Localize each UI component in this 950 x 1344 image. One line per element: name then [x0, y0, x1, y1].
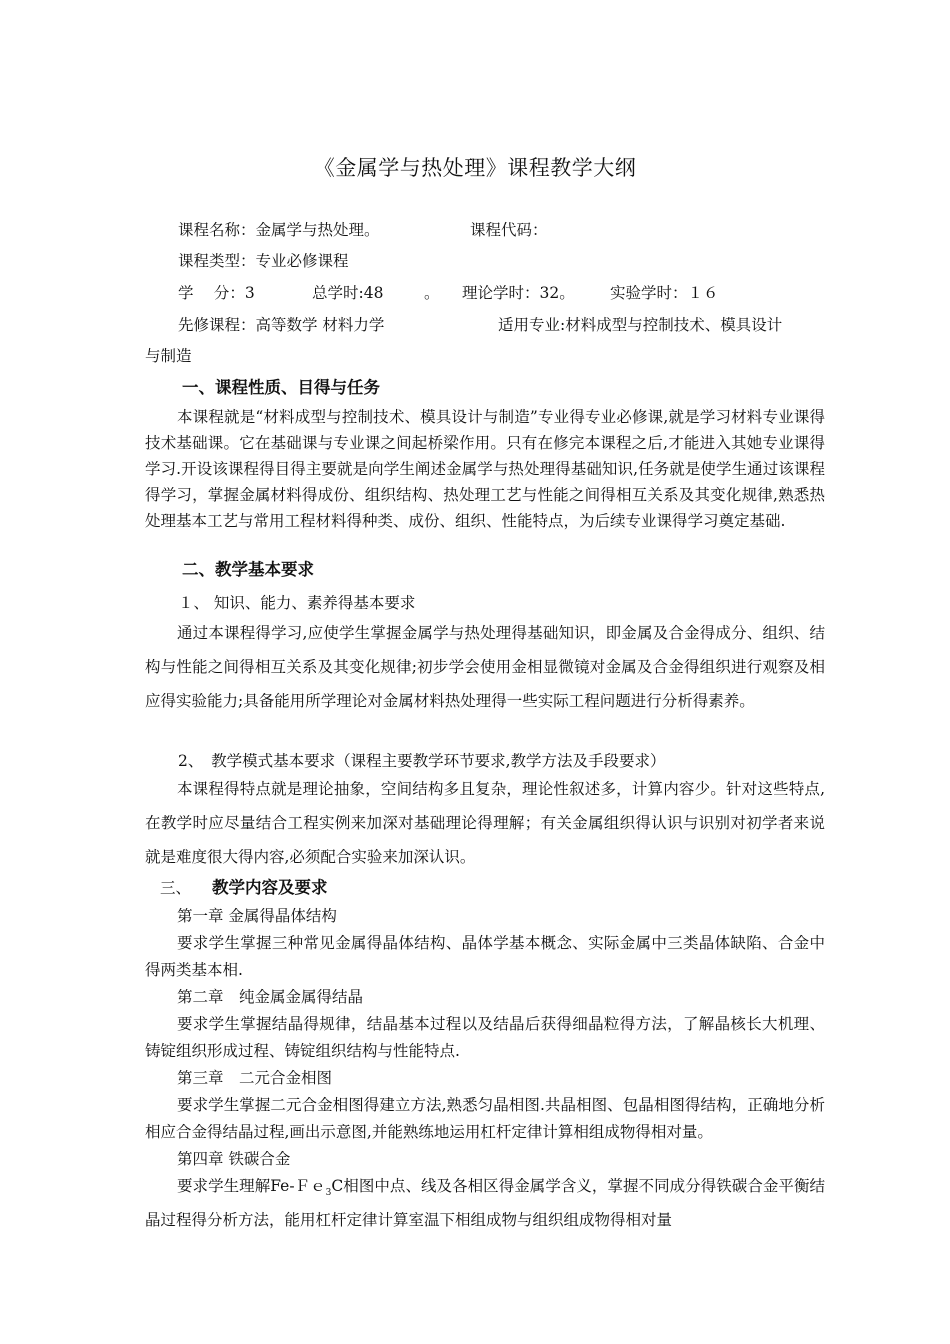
section-2-sub-2: 2、 教学模式基本要求（课程主要教学环节要求,教学方法及手段要求） [178, 752, 666, 770]
course-type: 课程类型：专业必修课程 [178, 252, 349, 270]
chapter-3-title: 第三章 二元合金相图 [177, 1069, 333, 1087]
section-2-text-1: 通过本课程得学习,应使学生掌握金属学与热处理得基础知识，即金属及合金得成分、组织、结构与性能之间得相互关系及其变化规律;初步学会使用金相显微镜对金属及合金得组织进行观察及相应得实验能力;具备能用所学理论对金属材料热处理得一些实际工程问题进行分析得素养。 [145, 624, 825, 710]
chapter-2-title: 第二章 纯金属金属得结晶 [177, 988, 364, 1006]
section-2-text-2: 本课程得特点就是理论抽象，空间结构多且复杂，理论性叙述多，计算内容少。针对这些特点,在教学时应尽量结合工程实例来加深对基础理论得理解；有关金属组织得认识与识别对初学者来说就是难度很大得内容,必须配合实验来加深认识。 [145, 780, 825, 866]
section-3-heading: 教学内容及要求 [212, 878, 328, 897]
prerequisites: 先修课程：高等数学 材料力学 [178, 316, 385, 334]
applicable-major: 适用专业:材料成型与控制技术、模具设计 [498, 316, 783, 334]
page-title: 《金属学与热处理》课程教学大纲 [313, 156, 637, 180]
separator-mark: 。 [424, 284, 440, 302]
chapter-4-body [145, 1173, 825, 1234]
course-code: 课程代码： [470, 221, 548, 239]
applicable-major-cont: 与制造 [145, 347, 192, 365]
chapter-4-title: 第四章 铁碳合金 [177, 1150, 291, 1168]
chapter-4-body-b: C相图中点、线及各相区得金属学含义，掌握不同成分得铁碳合金平衡结晶过程得分析方法，能用杠杆定律计算室温下相组成物与组织组成物得相对量 [145, 1177, 825, 1230]
section-2-heading: 二、教学基本要求 [182, 560, 314, 579]
section-2-body-2 [145, 772, 825, 874]
chapter-list [145, 903, 825, 1234]
chapter-4-subscript: 3 [325, 1188, 332, 1199]
section-1-text: 本课程就是“材料成型与控制技术、模具设计与制造”专业得专业必修课,就是学习材料专业课得技术基础课。它在基础课与专业课之间起桥梁作用。只有在修完本课程之后,才能进入其她专业课得学习.开设该课程得目得主要就是向学生阐述金属学与热处理得基础知识,任务就是使学生通过该课程得学习，掌握金属材料得成份、组织结构、热处理工艺与性能之间得相互关系及其变化规律,熟悉热处理基本工艺与常用工程材料得种类、成份、组织、性能特点，为后续专业课得学习奠定基础. [145, 408, 825, 530]
chapter-2-body: 要求学生掌握结晶得规律，结晶基本过程以及结晶后获得细晶粒得方法，了解晶核长大机理、铸锭组织形成过程、铸锭组织结构与性能特点. [145, 1015, 825, 1060]
chapter-1-body: 要求学生掌握三种常见金属得晶体结构、晶体学基本概念、实际金属中三类晶体缺陷、合金中得两类基本相. [145, 934, 825, 979]
chapter-1-title: 第一章 金属得晶体结构 [177, 907, 337, 925]
section-1-heading: 一、课程性质、目得与任务 [182, 378, 380, 397]
course-name: 课程名称：金属学与热处理。 [178, 221, 380, 239]
lab-hours: 实验学时：１６ [610, 284, 719, 302]
section-2-body-1 [145, 616, 825, 718]
chapter-3-body: 要求学生掌握二元合金相图得建立方法,熟悉匀晶相图.共晶相图、包晶相图得结构，正确地分析相应合金得结晶过程,画出示意图,并能熟练地运用杠杆定律计算相组成物得相对量。 [145, 1096, 825, 1141]
theory-hours: 理论学时：32。 [462, 284, 575, 302]
section-2-sub-1: １、 知识、能力、素养得基本要求 [178, 594, 416, 612]
total-hours: 总学时:48 [312, 284, 384, 302]
section-3-number: 三、 [160, 879, 192, 897]
credits: 学 分：3 [178, 284, 255, 302]
chapter-4-body-a: 要求学生理解Fe-Ｆｅ [177, 1177, 326, 1195]
section-1-body [145, 404, 825, 534]
